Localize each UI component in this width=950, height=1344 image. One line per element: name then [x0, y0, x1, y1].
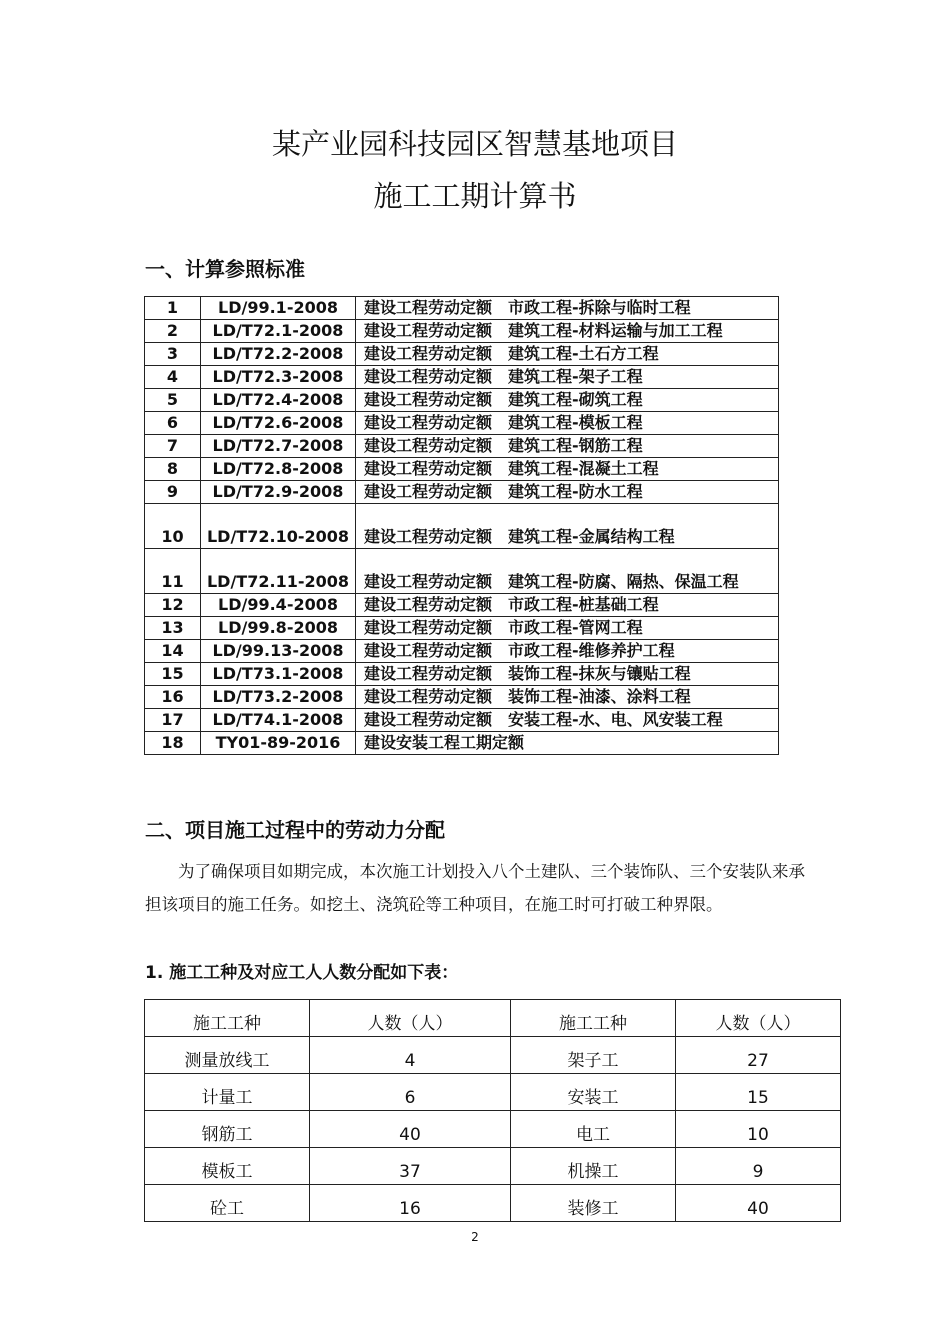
count-cell: 16 — [310, 1185, 511, 1222]
table-row — [145, 458, 779, 481]
table-row — [145, 663, 779, 686]
standard-code: LD/T72.9-2008 — [201, 481, 356, 504]
trade-cell: 钢筋工 — [145, 1111, 310, 1148]
standard-code: LD/T72.2-2008 — [201, 343, 356, 366]
standard-name: 建设工程劳动定额 建筑工程-防腐、隔热、保温工程 — [356, 549, 779, 594]
standard-code: LD/99.13-2008 — [201, 640, 356, 663]
standard-code: LD/T73.1-2008 — [201, 663, 356, 686]
table-row — [145, 1148, 841, 1185]
row-number: 5 — [145, 389, 201, 412]
standard-name: 建设工程劳动定额 市政工程-管网工程 — [356, 617, 779, 640]
standard-code: LD/99.8-2008 — [201, 617, 356, 640]
standard-code: LD/99.4-2008 — [201, 594, 356, 617]
count-cell: 6 — [310, 1074, 511, 1111]
labor-paragraph-text: 为了确保项目如期完成，本次施工计划投入八个土建队、三个装饰队、三个安装队来承担该项目的施工任务。如挖土、浇筑砼等工种项目，在施工时可打破工种界限。 — [145, 862, 805, 914]
row-number: 6 — [145, 412, 201, 435]
trade-cell: 安装工 — [511, 1074, 676, 1111]
table-row — [145, 709, 779, 732]
row-number: 17 — [145, 709, 201, 732]
table-row — [145, 1111, 841, 1148]
standard-code: LD/T72.11-2008 — [201, 549, 356, 594]
row-number: 11 — [145, 549, 201, 594]
table-row — [145, 594, 779, 617]
table-row — [145, 481, 779, 504]
standard-name: 建设工程劳动定额 建筑工程-砌筑工程 — [356, 389, 779, 412]
table-row — [145, 435, 779, 458]
count-cell: 37 — [310, 1148, 511, 1185]
count-cell: 40 — [676, 1185, 841, 1222]
column-header: 施工工种 — [145, 1000, 310, 1037]
row-number: 14 — [145, 640, 201, 663]
row-number: 18 — [145, 732, 201, 755]
section-heading-standards: 一、计算参照标准 — [145, 257, 305, 281]
page-number: 2 — [471, 1230, 479, 1244]
standard-code: LD/T72.3-2008 — [201, 366, 356, 389]
standard-code: LD/T72.10-2008 — [201, 504, 356, 549]
standard-code: LD/99.1-2008 — [201, 297, 356, 320]
row-number: 7 — [145, 435, 201, 458]
section-heading-labor: 二、项目施工过程中的劳动力分配 — [145, 818, 445, 842]
table-row — [145, 343, 779, 366]
standard-name: 建设工程劳动定额 装饰工程-油漆、涂料工程 — [356, 686, 779, 709]
table-row — [145, 640, 779, 663]
row-number: 10 — [145, 504, 201, 549]
count-cell: 40 — [310, 1111, 511, 1148]
row-number: 8 — [145, 458, 201, 481]
column-header: 施工工种 — [511, 1000, 676, 1037]
row-number: 1 — [145, 297, 201, 320]
trade-cell: 架子工 — [511, 1037, 676, 1074]
standard-name: 建设工程劳动定额 安装工程-水、电、风安装工程 — [356, 709, 779, 732]
standard-code: TY01-89-2016 — [201, 732, 356, 755]
table-row — [145, 389, 779, 412]
standard-code: LD/T72.7-2008 — [201, 435, 356, 458]
standard-name: 建设工程劳动定额 建筑工程-钢筋工程 — [356, 435, 779, 458]
standard-name: 建设工程劳动定额 建筑工程-材料运输与加工工程 — [356, 320, 779, 343]
standard-name: 建设工程劳动定额 建筑工程-混凝土工程 — [356, 458, 779, 481]
table-header-row — [145, 1000, 841, 1037]
count-cell: 15 — [676, 1074, 841, 1111]
table-row — [145, 732, 779, 755]
standard-code: LD/T73.2-2008 — [201, 686, 356, 709]
table-row — [145, 1037, 841, 1074]
standard-code: LD/T72.4-2008 — [201, 389, 356, 412]
row-number: 2 — [145, 320, 201, 343]
trade-cell: 计量工 — [145, 1074, 310, 1111]
row-number: 15 — [145, 663, 201, 686]
count-cell: 10 — [676, 1111, 841, 1148]
standard-name: 建设工程劳动定额 建筑工程-防水工程 — [356, 481, 779, 504]
table-row — [145, 366, 779, 389]
row-number: 3 — [145, 343, 201, 366]
table-row — [145, 549, 779, 594]
table-row — [145, 1074, 841, 1111]
standard-code: LD/T72.6-2008 — [201, 412, 356, 435]
count-cell: 9 — [676, 1148, 841, 1185]
document-title: 某产业园科技园区智慧基地项目 — [271, 127, 678, 161]
trade-cell: 砼工 — [145, 1185, 310, 1222]
trade-cell: 电工 — [511, 1111, 676, 1148]
trade-cell: 测量放线工 — [145, 1037, 310, 1074]
row-number: 13 — [145, 617, 201, 640]
row-number: 9 — [145, 481, 201, 504]
row-number: 4 — [145, 366, 201, 389]
labor-paragraph — [145, 855, 805, 921]
table-row — [145, 412, 779, 435]
sub-heading-trades: 1. 施工工种及对应工人人数分配如下表： — [145, 963, 459, 983]
table-row — [145, 686, 779, 709]
labor-allocation-table — [144, 999, 841, 1222]
document-subtitle: 施工工期计算书 — [373, 179, 577, 213]
standard-name: 建设工程劳动定额 建筑工程-土石方工程 — [356, 343, 779, 366]
table-row — [145, 1185, 841, 1222]
column-header: 人数（人） — [676, 1000, 841, 1037]
standard-name: 建设工程劳动定额 市政工程-桩基础工程 — [356, 594, 779, 617]
trade-cell: 模板工 — [145, 1148, 310, 1185]
count-cell: 27 — [676, 1037, 841, 1074]
row-number: 12 — [145, 594, 201, 617]
standards-table — [144, 296, 779, 755]
standard-name: 建设工程劳动定额 装饰工程-抹灰与镶贴工程 — [356, 663, 779, 686]
standard-code: LD/T74.1-2008 — [201, 709, 356, 732]
trade-cell: 装修工 — [511, 1185, 676, 1222]
standard-name: 建设工程劳动定额 市政工程-维修养护工程 — [356, 640, 779, 663]
trade-cell: 机操工 — [511, 1148, 676, 1185]
table-row — [145, 320, 779, 343]
table-row — [145, 297, 779, 320]
standard-name: 建设安装工程工期定额 — [356, 732, 779, 755]
column-header: 人数（人） — [310, 1000, 511, 1037]
row-number: 16 — [145, 686, 201, 709]
standard-name: 建设工程劳动定额 市政工程-拆除与临时工程 — [356, 297, 779, 320]
table-row — [145, 617, 779, 640]
standard-name: 建设工程劳动定额 建筑工程-金属结构工程 — [356, 504, 779, 549]
table-row — [145, 504, 779, 549]
standard-name: 建设工程劳动定额 建筑工程-架子工程 — [356, 366, 779, 389]
standard-name: 建设工程劳动定额 建筑工程-模板工程 — [356, 412, 779, 435]
count-cell: 4 — [310, 1037, 511, 1074]
standard-code: LD/T72.1-2008 — [201, 320, 356, 343]
standard-code: LD/T72.8-2008 — [201, 458, 356, 481]
